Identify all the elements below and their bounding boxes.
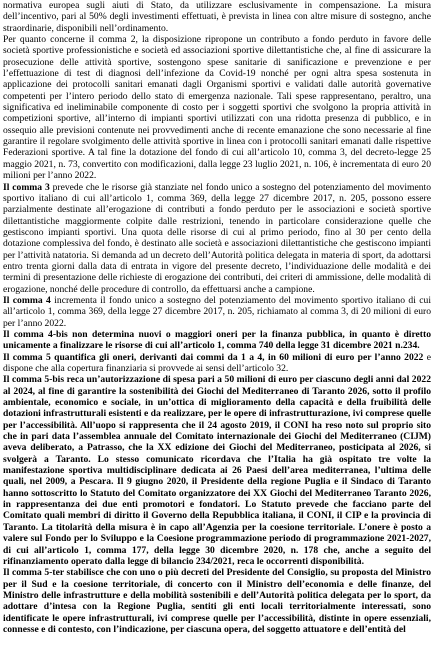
paragraph-text: Il comma 5-bis reca un’autorizzazione di spesa pari a 50 milioni di euro per ciascuno degli anni dal 2022 al 2024, al fine di garantire la sostenibilità dei Giochi del Mediterraneo di Taranto 2026, sotto il profilo ambientale, economico e sociale, in un’ottica di miglioramento della capacità e della fruibilità delle dotazioni infrastrutturali esistenti e da realizzare, per le opere di infrastrutturazione, ivi comprese quelle per l’accessibilità. All’uopo si rappresenta che il 24 agosto 2019, il CONI ha reso noto sul proprio sito che in pari data l’assemblea annuale del Comitato internazionale dei Giochi del Mediterraneo (CIJM) aveva deliberato, a Patrasso, che la XX edizione dei Giochi del Mediterraneo, posticipata al 2026, si svolgerà a Taranto. Lo stesso comunicato ricordava che l’Italia ha già ospitato tre volte la manifestazione sportiva multidisciplinare dedicata ai 26 Paesi dell’area mediterranea, l’ultima delle quali, nel 2009, a Pescara. Il 9 giugno 2020, il Presidente della regione Puglia e il Sindaco di Taranto hanno sottoscritto lo Statuto del Comitato organizzatore dei XX Giochi del Mediterraneo Taranto 2026, in rappresentanza dei due enti promotori e fondatori. Lo Statuto prevede che facciano parte del Comitato quali membri di diritto il Governo della Repubblica italiana, il CONI, il CIP e la provincia di Taranto. La titolarità della misura è in capo all’Agenzia per la coesione territoriale. L’onere è posto a valere sul Fondo per lo Sviluppo e la Coesione programmazione periodo di programmazione 2021-2027, di cui all’articolo 1, comma 177, della legge 30 dicembre 2020, n. 178 che, anche a seguito del rifinanziamento operato dalla legge di bilancio 234/2021, reca le occorrenti disponibilità.	[3, 374, 431, 567]
paragraph-comma-4	[3, 295, 431, 329]
paragraph-comma-5	[3, 352, 431, 375]
paragraph-comma-4-bis	[3, 329, 431, 352]
paragraph-comma-3	[3, 182, 431, 295]
paragraph-text: normativa europea sugli aiuti di Stato, da utilizzare esclusivamente in compensazione. La misura dell’incentivo, pari al 50% degli investimenti effettuati, è prevista in linea con altre misure di sostegno, anche straordinarie, disponibili nell’ordinamento.	[3, 0, 431, 34]
paragraph-comma-2	[3, 34, 431, 181]
paragraph-lead: Il comma 4	[3, 294, 51, 306]
paragraph-text: Il comma 5-ter stabilisce che con uno o più decreti del Presidente del Consiglio, su proposta del Ministro per il Sud e la coesione territoriale, di concerto con il Ministro dell’economia e delle finanze, del Ministro delle infrastrutture e della mobilità sostenibili e dell’Autorità politica delegata per lo sport, da adottare d’intesa con la Regione Puglia, sentiti gli enti locali territorialmente interessati, sono identificate le opere infrastrutturali, ivi comprese quelle per l’accessibilità, distinte in opere essenziali, connesse e di contesto, con l’indicazione, per ciascuna opera, del soggetto attuatore e dell’entità del	[3, 567, 431, 635]
paragraph-text: incrementa il fondo unico a sostegno del potenziamento del movimento sportivo italiano di cui all’articolo 1, comma 369, della legge 27 dicembre 2017, n. 205, richiamato al comma 3, di 20 milioni di euro per l’anno 2022.	[3, 294, 432, 329]
paragraph-intro-continuation	[3, 0, 431, 34]
paragraph-text: prevede che le risorse già stanziate nel fondo unico a sostegno del potenziamento del movimento sportivo italiano di cui all’articolo 1, comma 369, della legge 27 dicembre 2017, n. 205, possono essere parzialmente destinate all’erogazione di contributi a fondo perduto per le associazioni e società sportive dilettantistiche maggiormente colpite dalle restrizioni, tenendo in particolare considerazione quelle che gestiscono impianti sportivi. Una quota delle risorse di cui al primo periodo, fino al 30 per cento della dotazione complessiva del fondo, è destinato alle società e associazioni dilettantistiche che gestiscono impianti per l’attività natatoria. Si demanda ad un decreto dell’Autorità politica delegata in materia di sport, da adottarsi entro trenta giorni dalla data di entrata in vigore del presente decreto, l’individuazione delle modalità e dei termini di presentazione delle richieste di erogazione dei contributi, dei criteri di ammissione, delle modalità di erogazione, nonché delle procedure di controllo, da effettuarsi anche a campione.	[3, 181, 432, 295]
paragraph-comma-5-bis	[3, 374, 431, 567]
paragraph-text: e dispone che alla copertura finanziaria si provvede ai sensi dell’articolo 32.	[3, 351, 431, 374]
paragraph-text: Il comma 4-bis non determina nuovi o maggiori oneri per la finanza pubblica, in quanto è diretto unicamente a finalizzare le risorse di cui all’articolo 1, comma 740 della legge 31 dicembre 2021 n.234.	[3, 328, 431, 352]
paragraph-lead: Il comma 3	[3, 181, 50, 193]
paragraph-text: Per quanto concerne il comma 2, la disposizione ripropone un contributo a fondo perduto in favore delle società sportive professionistiche e società ed associazioni sportive dilettantistiche che, al fine di assicurare la prosecuzione delle attività sportive, sostengono spese sanitarie di sanificazione e prevenzione e per l’effettuazione di test di diagnosi dell’infezione da Covid-19 nonché per ogni altra spesa sostenuta in applicazione dei protocolli sanitari emanati dagli Organismi sportivi e validati dalle autorità governative competenti per l’intero periodo dello stato di emergenza nazionale. Tali spese rappresentano, peraltro, una significativa ed ineliminabile componente di costo per i soggetti sportivi che svolgono la propria attività in competizioni sportive, all’interno di impianti sportivi utilizzati con una ridotta presenza di pubblico, e in ossequio alle previsioni contenute nei provvedimenti anche di recente emanazione che sono necessarie al fine garantire il regolare svolgimento delle attività sportive in linea con i protocolli sanitari emanati dalle rispettive Federazioni sportive. A tal fine la dotazione del fondo di cui all’articolo 10, comma 3, del decreto-legge 25 maggio 2021, n. 73, convertito con modificazioni, dalla legge 23 luglio 2021, n. 106, è incrementata di euro 20 milioni per l’anno 2022.	[3, 34, 431, 182]
paragraph-comma-5-ter	[3, 567, 431, 635]
paragraph-lead: Il comma 5 quantifica gli oneri, derivanti dai commi da 1 a 4, in 60 milioni di euro per l’anno 2022	[3, 351, 424, 363]
